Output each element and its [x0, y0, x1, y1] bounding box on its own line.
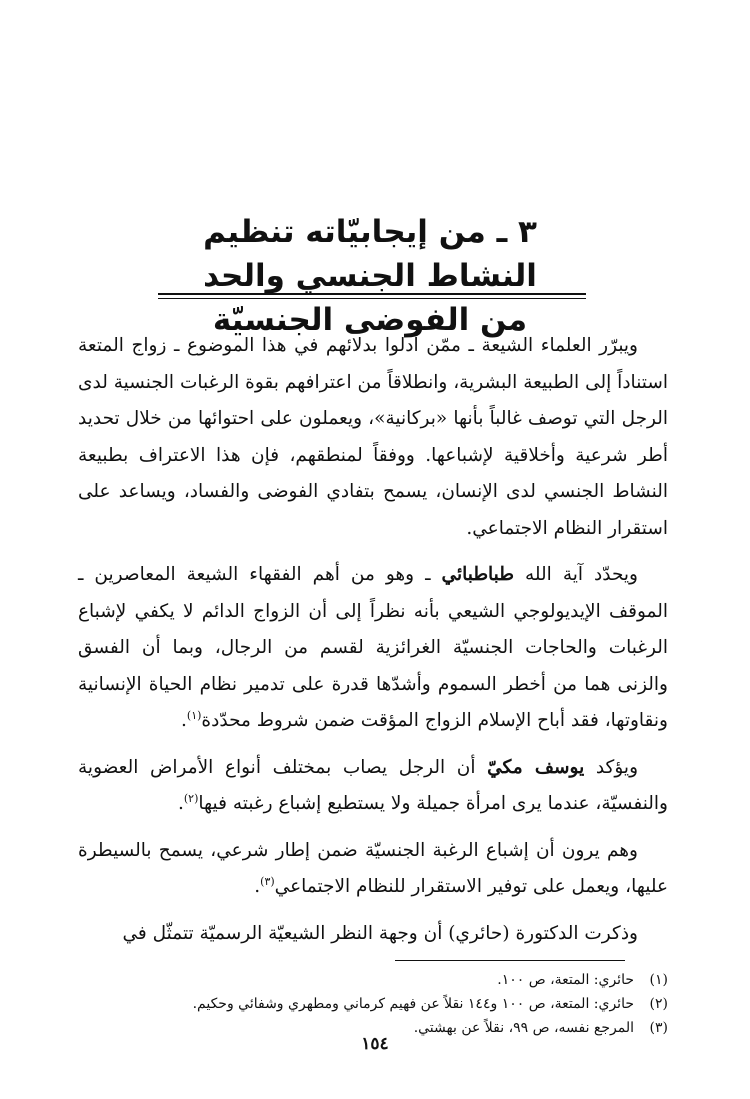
page-number: ١٥٤ [361, 1034, 389, 1054]
footnote-3: (٣)المرجع نفسه، ص ٩٩، نقلاً عن بهشتي. [413, 1020, 668, 1036]
author-name-tabatabai: طباطبائي [441, 564, 514, 585]
footnote-ref-3[interactable]: (٣) [260, 874, 275, 888]
heading-underline-thin [158, 298, 586, 299]
body-text [78, 328, 668, 962]
paragraph-4: وهم يرون أن إشباع الرغبة الجنسيّة ضمن إطار شرعي، يسمح بالسيطرة عليها، ويعمل على توفير الاستقرار للنظام الاجتماعي$^{(٣)}$. [78, 839, 668, 897]
paragraph-5: وذكرت الدكتورة (حائري) أن وجهة النظر الشيعيّة الرسميّة تتمثّل في [122, 922, 638, 944]
paragraph-3: ويؤكد يوسف مكيّ أن الرجل يصاب بمختلف أنواع الأمراض العضوية والنفسيّة، عندما يرى امرأة جميلة ولا يستطيع إشباع رغبته فيها$^{(٢)}$. [78, 756, 668, 814]
heading-underline-thick [158, 293, 586, 295]
paragraph-2: ويحدّد آية الله طباطبائي ـ وهو من أهم الفقهاء الشيعة المعاصرين ـ الموقف الإيديولوجي الشيعي بأنه نظراً إلى أن الزواج الدائم لا يكفي لإشباع الرغبات والحاجات الجنسيّة الغرائزية لقسم من الرجال، وبما أن الفسق والزنى هما من أخطر السموم وأشدّها قدرة على تدمير نظام الحياة الإنسانية ونقاوتها، فقد أباح الإسلام الزواج المؤقت ضمن شروط محدّدة$^{(١)}$. [78, 564, 668, 731]
heading-line-1: ٣ ـ من إيجابيّاته تنظيم النشاط الجنسي والحد [203, 214, 537, 294]
heading-line-2: من الفوضى الجنسيّة [212, 302, 528, 338]
footnote-ref-2[interactable]: (٢) [183, 791, 199, 805]
footnote-2: (٢)حائري: المتعة، ص ١٠٠ و١٤٤ نقلاً عن فهيم كرماني ومطهري وشفائي وحكيم. [192, 996, 668, 1012]
author-name-makki: يوسف مكيّ [487, 756, 585, 778]
footnote-ref-1[interactable]: (١) [186, 708, 202, 722]
footnote-1: (١)حائري: المتعة، ص ١٠٠. [497, 972, 668, 988]
paragraph-1: ويبرّر العلماء الشيعة ـ ممّن أدلوا بدلائهم في هذا الموضوع ـ زواج المتعة استناداً إلى الطبيعة البشرية، وانطلاقاً من اعترافهم بقوة الرغبات الجنسية لدى الرجل التي توصف غالباً بأنها «بركانية»، ويعملون على احتوائها من خلال تحديد أطر شرعية وأخلاقية لإشباعها. ووفقاً لمنطقهم، فإن هذا الاعتراف بطبيعة النشاط الجنسي لدى الإنسان، يسمح بتفادي الفوضى والفساد، ويساعد على استقرار النظام الاجتماعي. [78, 335, 668, 539]
footnotes [78, 968, 668, 1040]
footnote-separator [395, 960, 625, 961]
section-heading [155, 210, 585, 342]
